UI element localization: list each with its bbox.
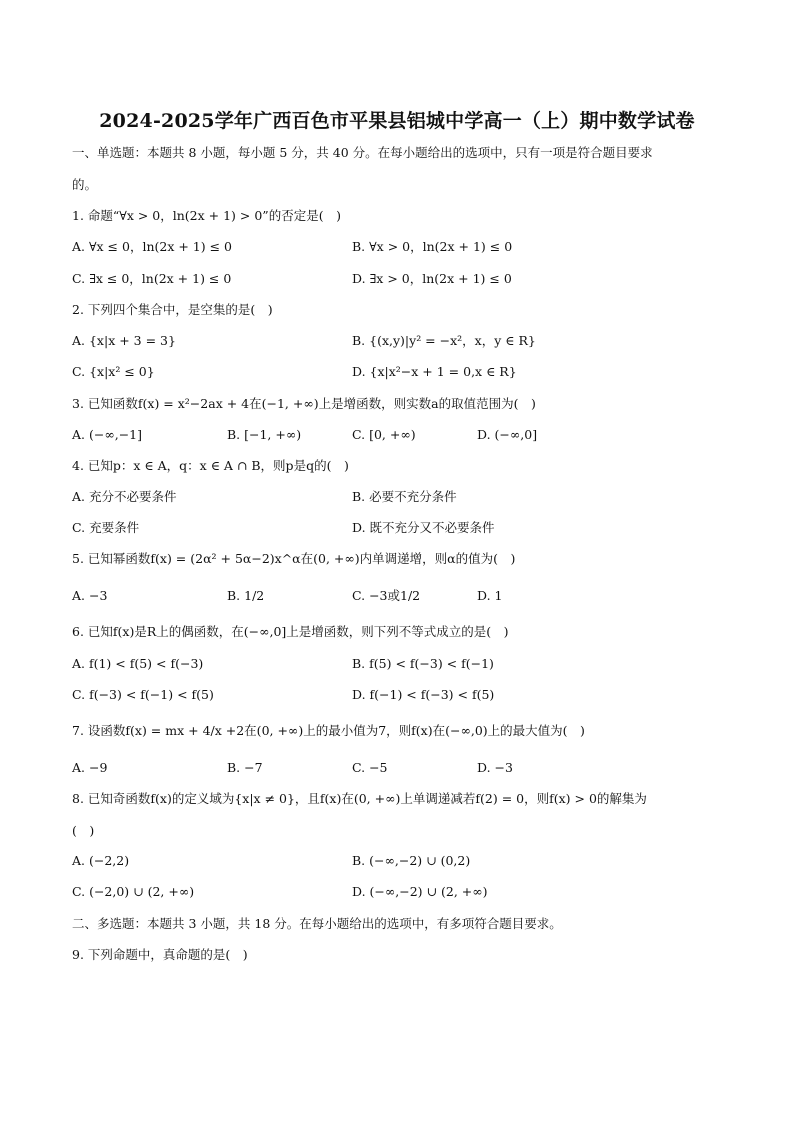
question-6-option-d: D. f(−1) < f(−3) < f(5): [352, 687, 495, 702]
question-1-option-d: D. ∃x > 0，ln(2x + 1) ≤ 0: [352, 271, 512, 286]
question-8-stem-line1: 8. 已知奇函数f(x)的定义域为{x|x ≠ 0}，且f(x)在(0, +∞)上单调递减若f(2) = 0，则f(x) > 0的解集为: [72, 791, 647, 806]
question-2-stem: 2. 下列四个集合中，是空集的是( ): [72, 302, 273, 317]
question-3-option-a: A. (−∞,−1]: [72, 427, 143, 442]
question-3-option-d: D. (−∞,0]: [477, 427, 538, 442]
question-6-option-b: B. f(5) < f(−3) < f(−1): [352, 656, 494, 671]
question-1-option-c: C. ∃x ≤ 0，ln(2x + 1) ≤ 0: [72, 271, 232, 286]
question-6-option-a: A. f(1) < f(5) < f(−3): [72, 656, 204, 671]
question-5-option-d: D. 1: [477, 588, 503, 603]
question-7-stem: 7. 设函数f(x) = mx + 4/x +2在(0, +∞)上的最小值为7，则f(x)在(−∞,0)上的最大值为( ): [72, 723, 585, 738]
question-8-option-a: A. (−2,2): [72, 853, 130, 868]
question-5-option-c: C. −3或1/2: [352, 588, 421, 603]
question-7-option-c: C. −5: [352, 760, 388, 775]
question-2-option-a: A. {x|x + 3 = 3}: [72, 333, 176, 348]
question-7-option-d: D. −3: [477, 760, 513, 775]
question-7-option-b: B. −7: [227, 760, 263, 775]
question-4-option-a: A. 充分不必要条件: [72, 489, 177, 504]
question-1-option-a: A. ∀x ≤ 0，ln(2x + 1) ≤ 0: [72, 239, 232, 254]
question-3-option-c: C. [0, +∞): [352, 427, 416, 442]
question-5-option-b: B. 1/2: [227, 588, 265, 603]
section1-heading-line1: 一、单选题：本题共 8 小题，每小题 5 分，共 40 分。在每小题给出的选项中，只有一项是符合题目要求: [72, 145, 653, 160]
question-5-option-a: A. −3: [72, 588, 108, 603]
question-3-stem: 3. 已知函数f(x) = x²−2ax + 4在(−1, +∞)上是增函数，则实数a的取值范围为( ): [72, 396, 536, 411]
question-4-option-d: D. 既不充分又不必要条件: [352, 520, 495, 535]
section1-heading-line2: 的。: [72, 177, 98, 192]
question-5-stem: 5. 已知幂函数f(x) = (2α² + 5α−2)x^α在(0, +∞)内单调递增，则α的值为( ): [72, 551, 516, 566]
question-8-option-d: D. (−∞,−2) ∪ (2, +∞): [352, 884, 488, 899]
exam-title: 2024-2025学年广西百色市平果县铝城中学高一（上）期中数学试卷: [99, 110, 695, 132]
question-3-option-b: B. [−1, +∞): [227, 427, 302, 442]
question-1-stem: 1. 命题“∀x > 0，ln(2x + 1) > 0”的否定是( ): [72, 208, 341, 223]
question-9-stem: 9. 下列命题中，真命题的是( ): [72, 947, 248, 962]
question-7-option-a: A. −9: [72, 760, 108, 775]
question-1-option-b: B. ∀x > 0，ln(2x + 1) ≤ 0: [352, 239, 513, 254]
question-8-option-c: C. (−2,0) ∪ (2, +∞): [72, 884, 195, 899]
question-2-option-d: D. {x|x²−x + 1 = 0,x ∈ R}: [352, 364, 517, 379]
question-2-option-c: C. {x|x² ≤ 0}: [72, 364, 155, 379]
question-2-option-b: B. {(x,y)|y² = −x²，x，y ∈ R}: [352, 333, 536, 348]
question-6-option-c: C. f(−3) < f(−1) < f(5): [72, 687, 214, 702]
question-8-option-b: B. (−∞,−2) ∪ (0,2): [352, 853, 471, 868]
question-4-option-c: C. 充要条件: [72, 520, 140, 535]
question-4-stem: 4. 已知p：x ∈ A，q：x ∈ A ∩ B，则p是q的( ): [72, 458, 349, 473]
question-8-stem-line2: ( ): [72, 823, 95, 838]
question-6-stem: 6. 已知f(x)是R上的偶函数，在(−∞,0]上是增函数，则下列不等式成立的是( ): [72, 624, 509, 639]
question-4-option-b: B. 必要不充分条件: [352, 489, 457, 504]
section2-heading: 二、多选题：本题共 3 小题，共 18 分。在每小题给出的选项中，有多项符合题目要求。: [72, 916, 562, 931]
